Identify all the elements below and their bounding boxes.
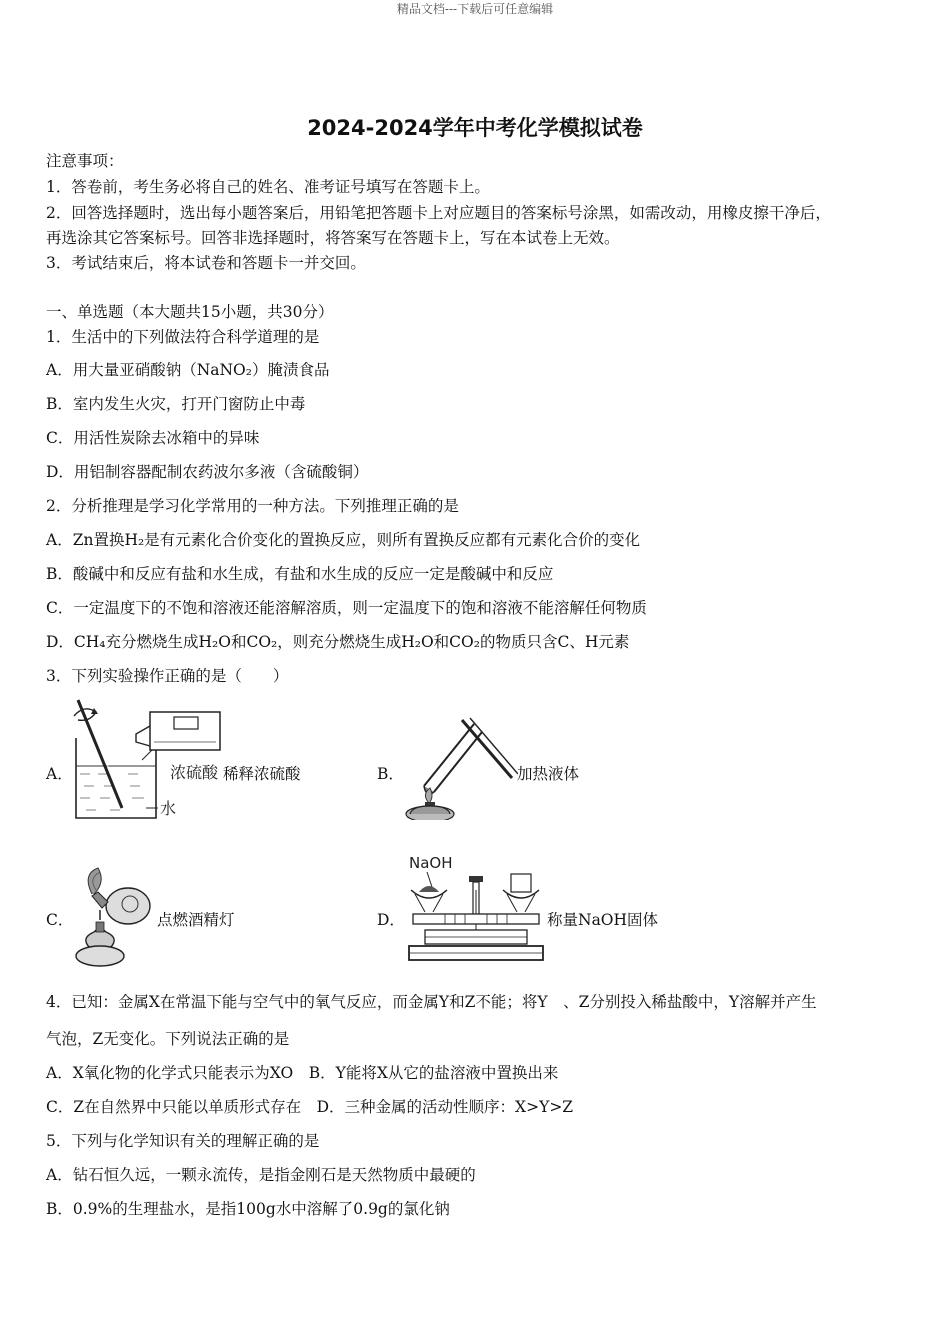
q1-stem: 1．生活中的下列做法符合科学道理的是 xyxy=(46,328,320,346)
section-heading: 一、单选题（本大题共15小题，共30分） xyxy=(46,303,334,321)
q3-option-c-text: 点燃酒精灯 xyxy=(157,911,235,929)
q2-option-d: D．CH₄充分燃烧生成H₂O和CO₂，则充分燃烧生成H₂O和CO₂的物质只含C、H元素 xyxy=(46,633,630,651)
q3-option-a-label: A． xyxy=(46,765,73,783)
q1-option-a: A．用大量亚硝酸钠（NaNO₂）腌渍食品 xyxy=(46,361,330,379)
q2-stem: 2．分析推理是学习化学常用的一种方法。下列推理正确的是 xyxy=(46,497,459,515)
q3-option-b-text: 加热液体 xyxy=(517,765,580,783)
q1-option-d: D．用铝制容器配制农药波尔多液（含硫酸铜） xyxy=(46,463,369,481)
q1-option-c: C．用活性炭除去冰箱中的异味 xyxy=(46,429,260,447)
fig-label-naoh: NaOH xyxy=(409,854,453,872)
q3-option-c-label: C． xyxy=(46,911,74,929)
q4-stem-2: 气泡，Z无变化。下列说法正确的是 xyxy=(46,1030,290,1048)
light-lamp-figure xyxy=(70,862,160,968)
weigh-naoh-figure xyxy=(405,850,547,966)
q2-option-c: C．一定温度下的不饱和溶液还能溶解溶质，则一定温度下的饱和溶液不能溶解任何物质 xyxy=(46,599,647,617)
q3-option-d-text: 称量NaOH固体 xyxy=(547,911,659,929)
q5-option-a: A．钻石恒久远，一颗永流传，是指金刚石是天然物质中最硬的 xyxy=(46,1166,476,1184)
notice-item-1: 1．答卷前，考生务必将自己的姓名、准考证号填写在答题卡上。 xyxy=(46,178,490,196)
header-note: 精品文档---下载后可任意编辑 xyxy=(396,2,554,16)
q3-option-b-label: B． xyxy=(377,765,404,783)
notice-item-2: 2．回答选择题时，选出每小题答案后，用铅笔把答题卡上对应题目的答案标号涂黑，如需改动，用橡皮擦干净后， xyxy=(46,204,831,222)
q4-options-cd: C．Z在自然界中只能以单质形式存在 D．三种金属的活动性顺序：X>Y>Z xyxy=(46,1098,574,1116)
heat-liquid-figure xyxy=(400,716,518,820)
notice-item-3: 3．考试结束后，将本试卷和答题卡一并交回。 xyxy=(46,254,366,272)
fig-label-water: 水 xyxy=(160,799,177,818)
fig-label-acid: 浓硫酸 xyxy=(170,763,219,782)
q4-options-ab: A．X氧化物的化学式只能表示为XO B．Y能将X从它的盐溶液中置换出来 xyxy=(46,1064,559,1082)
notice-item-2-cont: 再选涂其它答案标号。回答非选择题时，将答案写在答题卡上，写在本试卷上无效。 xyxy=(46,229,620,247)
q1-option-b: B．室内发生火灾，打开门窗防止中毒 xyxy=(46,395,306,413)
q5-option-b: B．0.9%的生理盐水，是指100g水中溶解了0.9g的氯化钠 xyxy=(46,1200,450,1218)
q3-stem: 3．下列实验操作正确的是（ ） xyxy=(46,667,289,685)
notice-heading: 注意事项： xyxy=(46,152,124,170)
q4-stem-1: 4．已知：金属X在常温下能与空气中的氧气反应，而金属Y和Z不能；将Y 、Z分别投入稀盐酸中，Y溶解并产生 xyxy=(46,993,817,1011)
q5-stem: 5．下列与化学知识有关的理解正确的是 xyxy=(46,1132,320,1150)
q3-option-a-text: 稀释浓硫酸 xyxy=(223,765,301,783)
q2-option-a: A．Zn置换H₂是有元素化合价变化的置换反应，则所有置换反应都有元素化合价的变化 xyxy=(46,531,641,549)
q3-option-d-label: D． xyxy=(377,911,405,929)
q2-option-b: B．酸碱中和反应有盐和水生成，有盐和水生成的反应一定是酸碱中和反应 xyxy=(46,565,554,583)
dilute-acid-figure xyxy=(70,698,226,822)
page-title: 2024-2024学年中考化学模拟试卷 xyxy=(307,116,643,140)
